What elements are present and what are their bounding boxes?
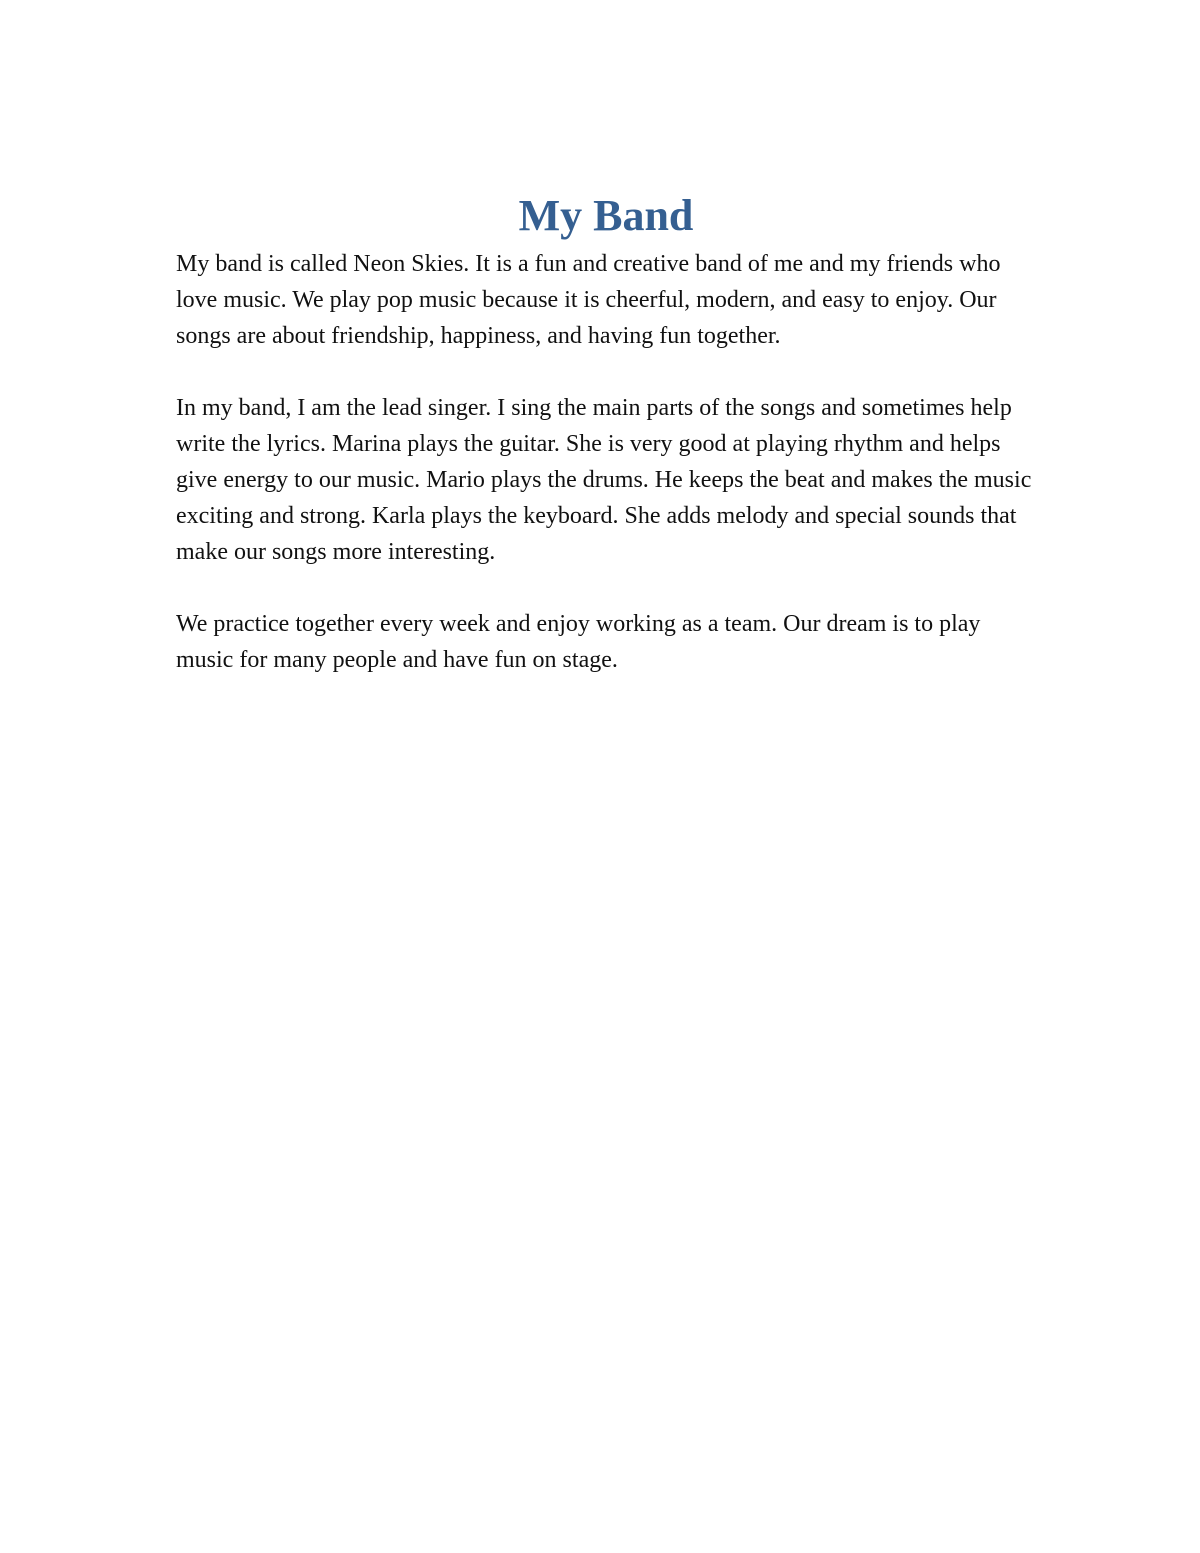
paragraph-intro: My band is called Neon Skies. It is a fun and creative band of me and my friends who love music. We play pop music because it is cheerful, modern, and easy to enjoy. Our songs are about friendship, happiness, and having fun together. <box>176 251 1001 349</box>
paragraph-dream: We practice together every week and enjoy working as a team. Our dream is to play music for many people and have fun on stage. <box>176 611 981 673</box>
paragraph-members: In my band, I am the lead singer. I sing the main parts of the songs and sometimes help write the lyrics. Marina plays the guitar. She is very good at playing rhythm and helps give energy to our music. Mario plays the drums. He keeps the beat and makes the music exciting and strong. Karla plays the keyboard. She adds melody and special sounds that make our songs more interesting. <box>176 395 1032 565</box>
document-body <box>176 186 1036 678</box>
document-title: My Band <box>518 191 694 240</box>
